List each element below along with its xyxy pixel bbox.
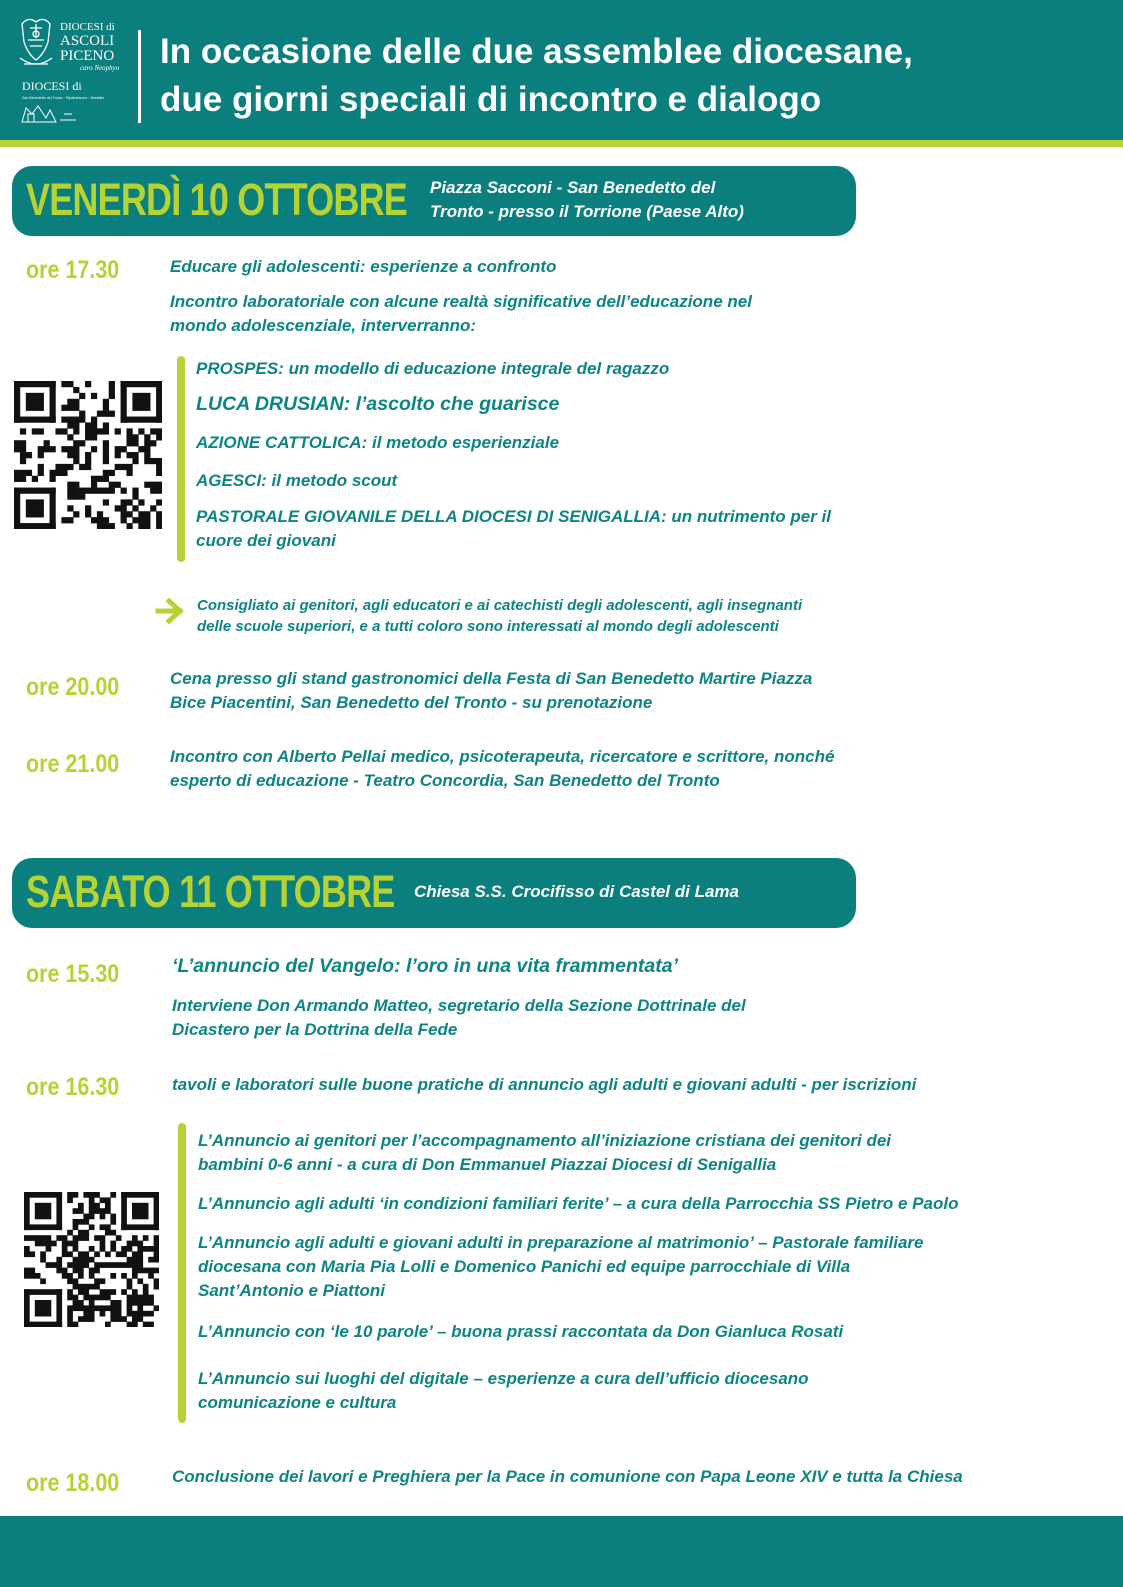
friday-place: Piazza Sacconi - San Benedetto del Tronto - presso il Torrione (Paese Alto) [430,178,744,221]
svg-text:caro Neophyo: caro Neophyo [80,64,120,72]
svg-text:PICENO: PICENO [60,48,115,64]
page-title-line1: In occasione delle due assemblee diocesane, [160,32,913,71]
friday-banner [12,166,856,236]
saturday-1800-text: Conclusione dei lavori e Preghiera per la Pace in comunione con Papa Leone XIV e tutta la Chiesa [172,1467,963,1486]
friday-note: Consigliato ai genitori, agli educatori e ai catechisti degli adolescenti, agli insegnanti delle scuole superiori, e a tutti coloro sono interessati al mondo degli adolescenti [197,597,803,635]
svg-text:ASCOLI: ASCOLI [60,33,115,49]
friday-2100-text: Incontro con Alberto Pellai medico, psicoterapeuta, ricercatore e scrittore, nonché esperto di educazione - Teatro Concordia, San Benedetto del Tronto [170,747,835,790]
svg-text:DIOCESI di: DIOCESI di [60,21,115,33]
svg-text:San Benedetto del Tronto · Rip: San Benedetto del Tronto · Ripatransone · Montalto [22,96,105,100]
time-friday-1730: ore 17.30 [26,256,120,284]
workshop-item: L’Annuncio con ‘le 10 parole’ – buona prassi raccontata da Don Gianluca Rosati [198,1322,844,1341]
workshop-item: L’Annuncio ai genitori per l’accompagnamento all’iniziazione cristiana dei genitori dei bambini 0-6 anni - a cura di Don Emmanuel Piazzai Diocesi di Senigallia [198,1131,892,1174]
speaker-item: PASTORALE GIOVANILE DELLA DIOCESI DI SENIGALLIA: un nutrimento per il cuore dei giovani [196,507,832,550]
saturday-title: SABATO 11 OTTOBRE [26,866,395,917]
speaker-item: AGESCI: il metodo scout [196,471,398,490]
time-friday-2000: ore 20.00 [26,673,120,701]
arrow-right-icon [154,596,186,626]
qr-code-icon [24,1192,159,1327]
qr-code-icon [14,381,162,529]
saturday-1530-title: ‘L’annuncio del Vangelo: l’oro in una vita frammentata’ [172,955,678,977]
footer-band [0,1516,1123,1587]
saturday-1630-title: tavoli e laboratori sulle buone pratiche di annuncio agli adulti e giovani adulti - per iscrizioni [172,1075,917,1094]
workshop-item: L’Annuncio sui luoghi del digitale – esperienze a cura dell’ufficio diocesano comunicazione e cultura [198,1369,809,1412]
header-banner [0,0,1123,140]
speaker-item: AZIONE CATTOLICA: il metodo esperienziale [196,433,560,452]
saturday-1530-desc: Interviene Don Armando Matteo, segretario della Sezione Dottrinale del Dicastero per la Dottrina della Fede [172,996,746,1039]
time-saturday-1530: ore 15.30 [26,960,120,988]
friday-1730-title: Educare gli adolescenti: esperienze a confronto [170,257,557,276]
saturday-banner [12,858,856,928]
speaker-item: PROSPES: un modello di educazione integrale del ragazzo [196,359,670,378]
diocese-logo [16,14,134,130]
speakers-bar [177,356,185,562]
time-saturday-1800: ore 18.00 [26,1469,120,1497]
header-stripe [0,140,1123,147]
workshop-item: L’Annuncio agli adulti e giovani adulti in preparazione al matrimonio’ – Pastorale familiare diocesana con Maria Pia Lolli e Domenico Panichi ed equipe parrocchiale di Villa Sant’Antonio e Piattoni [198,1233,924,1300]
header-divider [138,30,141,123]
workshop-item: L’Annuncio agli adulti ‘in condizioni familiari ferite’ – a cura della Parrocchia SS Pietro e Paolo [198,1194,959,1213]
page-title [160,28,1090,124]
svg-text:DIOCESI di: DIOCESI di [22,79,82,93]
speaker-item: LUCA DRUSIAN: l’ascolto che guarisce [196,393,560,415]
friday-1730-desc: Incontro laboratoriale con alcune realtà significative dell’educazione nel mondo adolescenziale, interverranno: [170,292,752,335]
saturday-place: Chiesa S.S. Crocifisso di Castel di Lama [414,882,739,901]
time-friday-2100: ore 21.00 [26,750,120,778]
page-title-line2: due giorni speciali di incontro e dialogo [160,80,822,119]
friday-2000-text: Cena presso gli stand gastronomici della Festa di San Benedetto Martire Piazza Bice Piacentini, San Benedetto del Tronto - su prenotazione [170,669,813,712]
workshops-bar [178,1123,186,1423]
time-saturday-1630: ore 16.30 [26,1073,120,1101]
friday-title: VENERDÌ 10 OTTOBRE [26,174,408,225]
